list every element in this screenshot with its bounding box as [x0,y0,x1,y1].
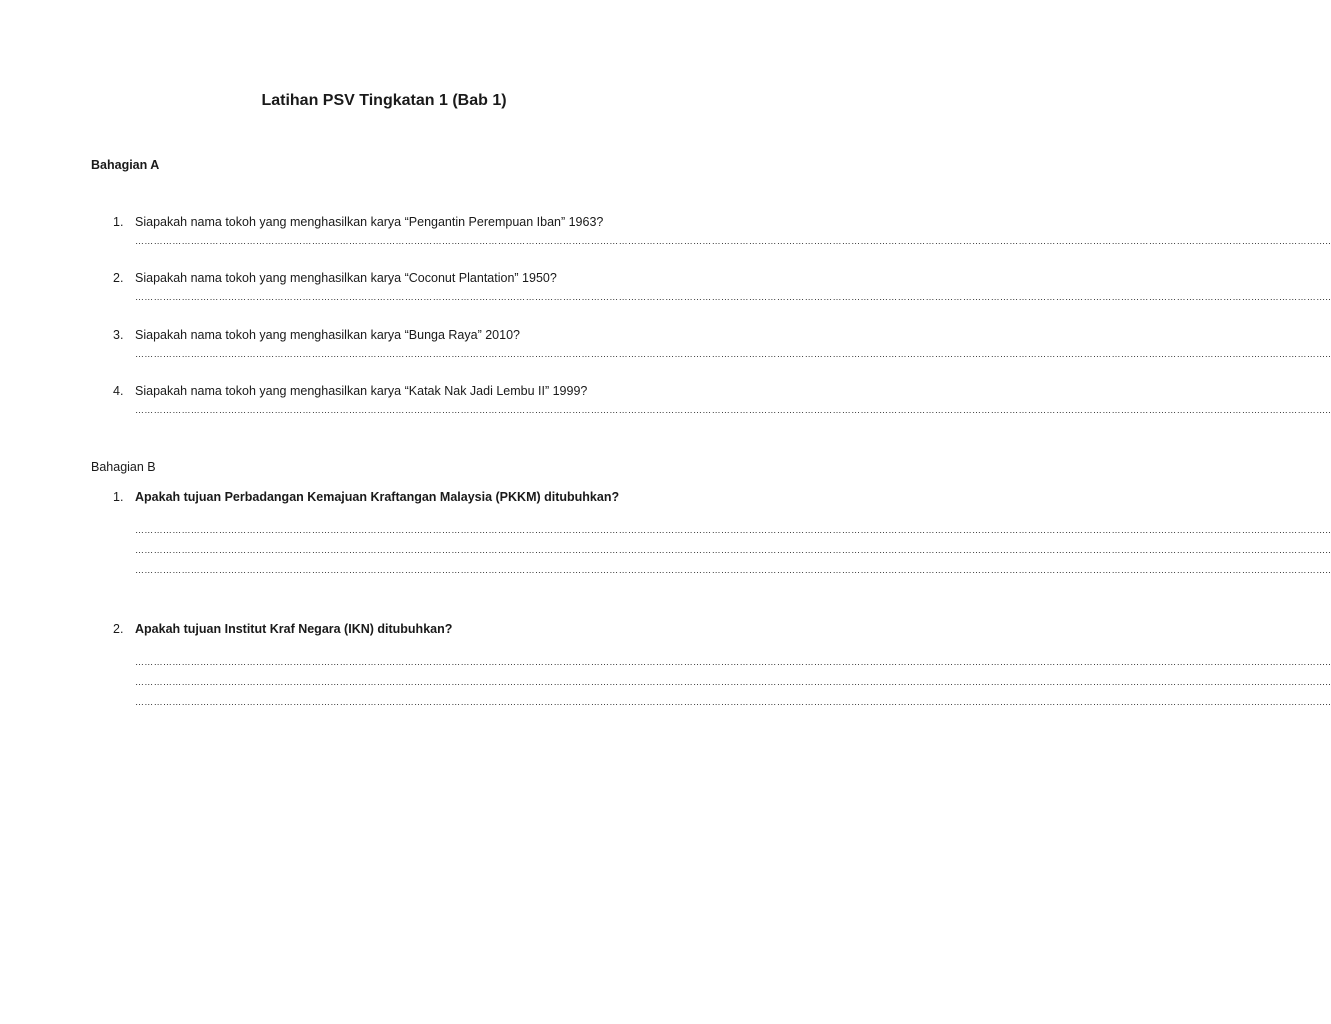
question-number: 4. [113,384,124,398]
question-number: 3. [113,328,124,342]
answer-line: …………………………………………………………………………………………………………………………………………………………………………………………………………………………………………………………………………………………………………………………………………………….. [135,349,1331,359]
question-text: Apakah tujuan Institut Kraf Negara (IKN) ditubuhkan? [135,622,453,636]
question-number: 2. [113,622,124,636]
question-text: Siapakah nama tokoh yang menghasilkan karya “Coconut Plantation” 1950? [135,271,557,285]
answer-line: …………………………………………………………………………………………………………………………………………………………………………………………………………………………………………………………………………………………………………………………………………………….. [135,525,1331,535]
answer-line: …………………………………………………………………………………………………………………………………………………………………………………………………………………………………………………………………………………………………………………………………………………….. [135,677,1331,687]
question-number: 1. [113,215,124,229]
question-text: Siapakah nama tokoh yang menghasilkan karya “Katak Nak Jadi Lembu II” 1999? [135,384,588,398]
answer-line: …………………………………………………………………………………………………………………………………………………………………………………………………………………………………………………………………………………………………………………………………………………….. [135,236,1331,246]
answer-line: …………………………………………………………………………………………………………………………………………………………………………………………………………………………………………………………………………………………………………………………………………………….. [135,657,1331,667]
question-text: Apakah tujuan Perbadangan Kemajuan Kraftangan Malaysia (PKKM) ditubuhkan? [135,490,620,504]
section-a-question-1 [113,214,1331,246]
question-text: Siapakah nama tokoh yang menghasilkan karya “Bunga Raya” 2010? [135,328,520,342]
section-b-question-2 [113,621,1331,707]
answer-line: …………………………………………………………………………………………………………………………………………………………………………………………………………………………………………………………………………………………………………………………………………………….. [135,545,1331,555]
section-a-question-2 [113,270,1331,302]
answer-line: …………………………………………………………………………………………………………………………………………………………………………………………………………………………………………………………………………………………………………………………………………………….. [135,565,1331,575]
answer-line: …………………………………………………………………………………………………………………………………………………………………………………………………………………………………………………………………………………………………………………………………………………….. [135,697,1331,707]
section-a-question-3 [113,327,1331,359]
section-a-label: Bahagian A [91,158,160,172]
question-number: 1. [113,490,124,504]
question-text: Siapakah nama tokoh yang menghasilkan karya “Pengantin Perempuan Iban” 1963? [135,215,604,229]
answer-line: …………………………………………………………………………………………………………………………………………………………………………………………………………………………………………………………………………………………………………………………………………………….. [135,405,1331,415]
section-b-question-1 [113,489,1331,575]
page-title: Latihan PSV Tingkatan 1 (Bab 1) [261,92,507,109]
answer-line: …………………………………………………………………………………………………………………………………………………………………………………………………………………………………………………………………………………………………………………………………………………….. [135,292,1331,302]
section-b-label: Bahagian B [91,460,156,474]
section-a-question-4 [113,383,1331,415]
question-number: 2. [113,271,124,285]
